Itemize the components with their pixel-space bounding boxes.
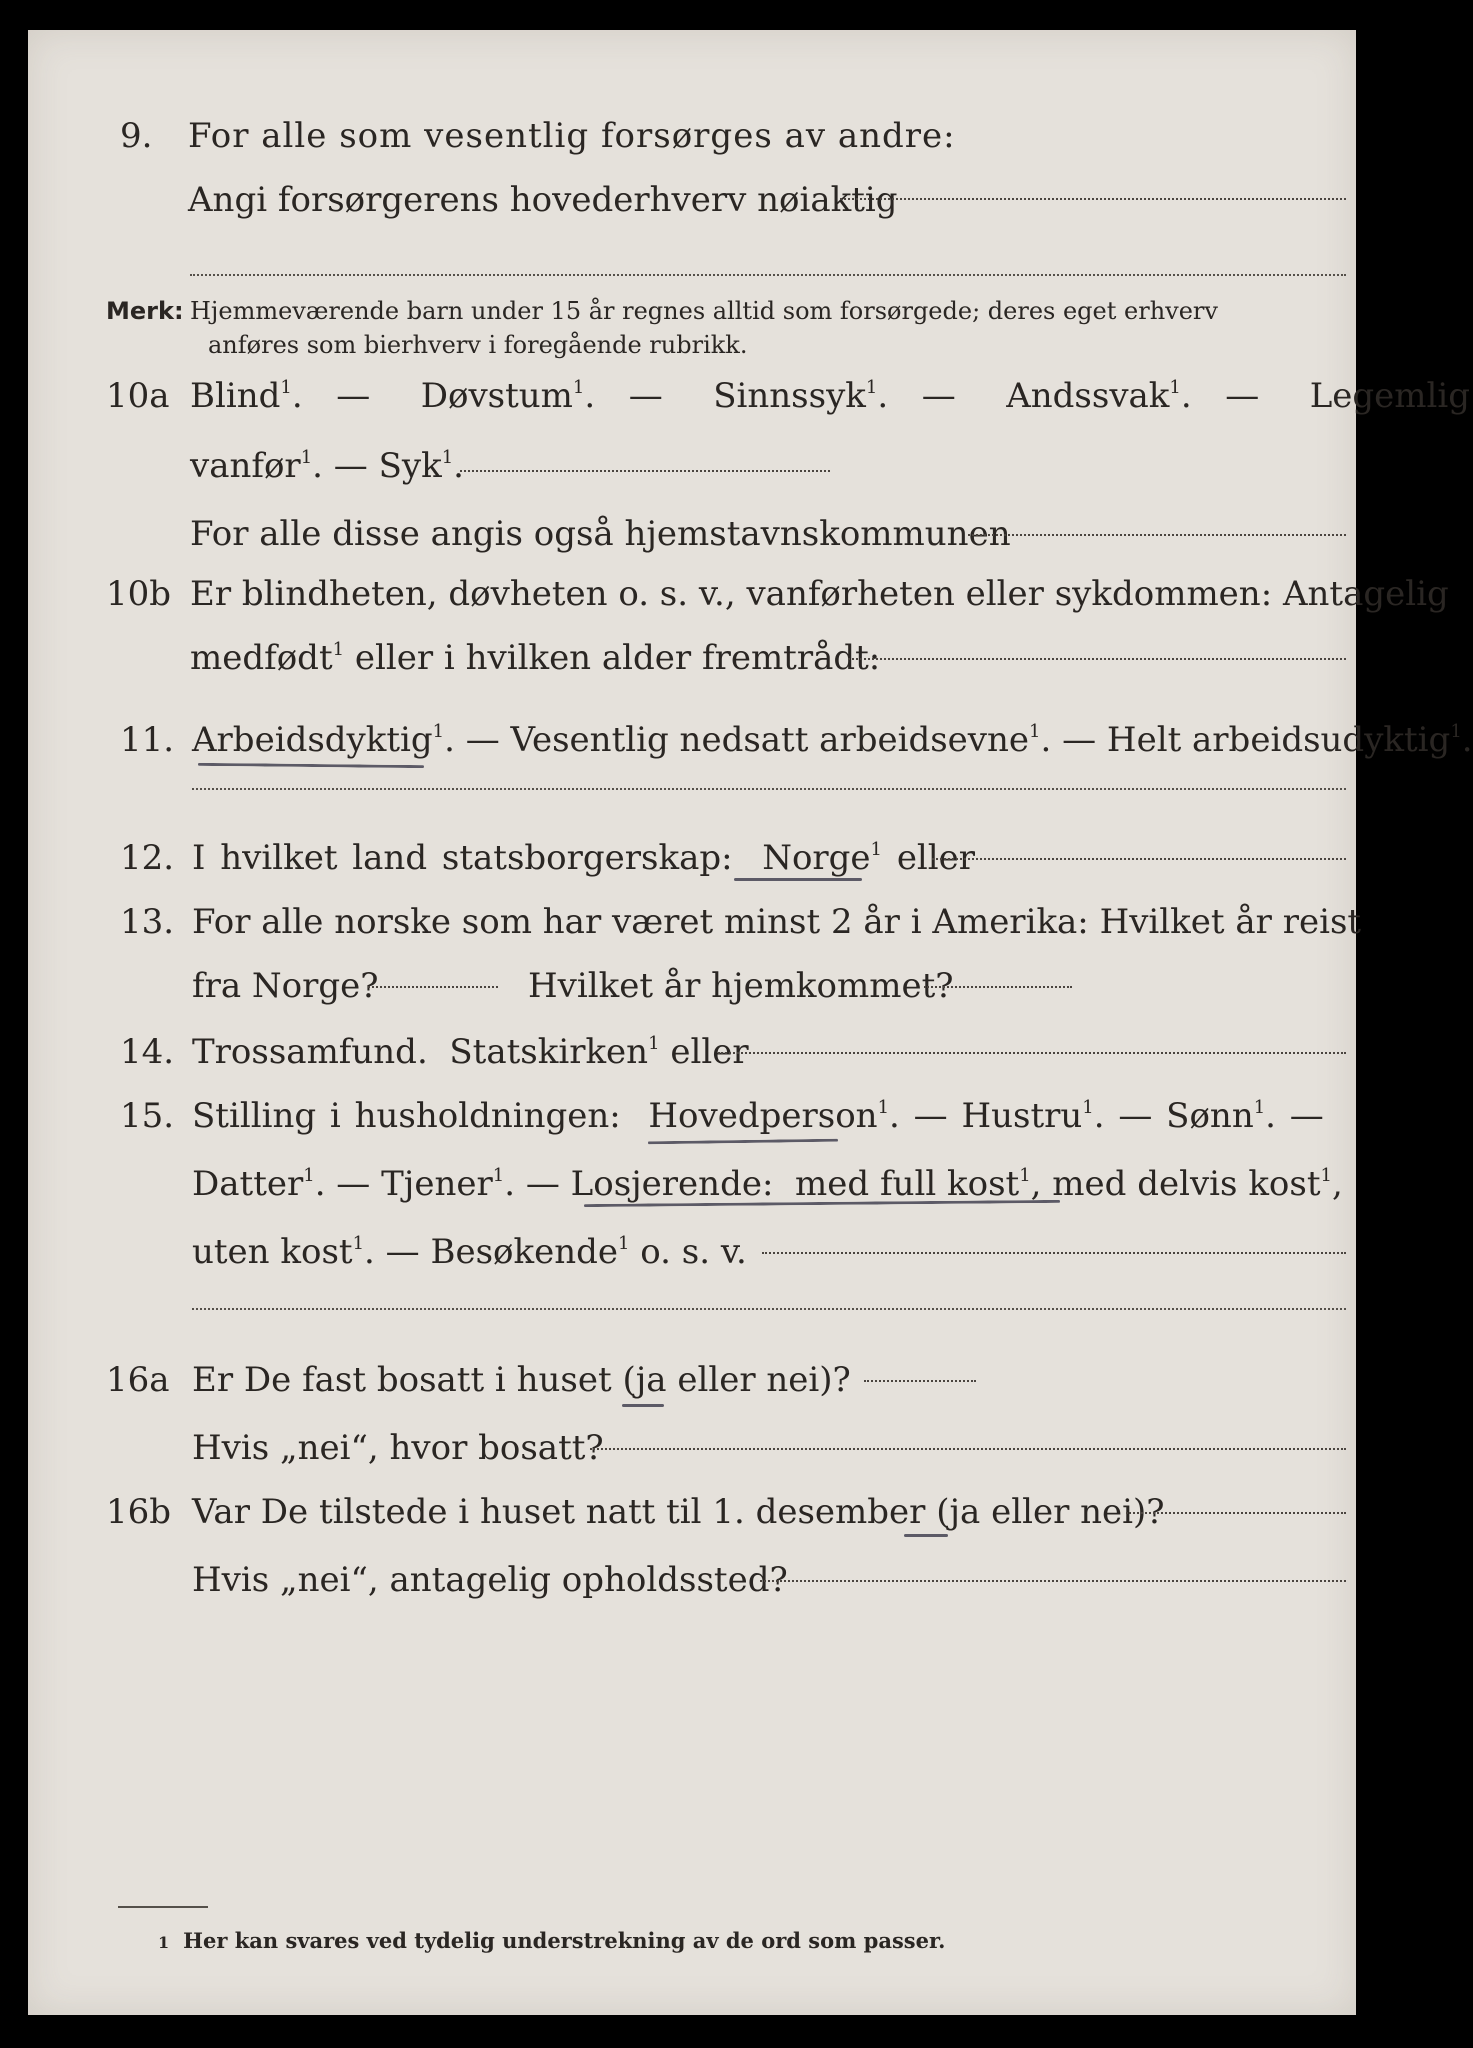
footnote-ref: 1 (492, 1165, 505, 1186)
footnote-ref: 1 (865, 377, 878, 398)
q16b-line1: Var De tilstede i huset natt til 1. desember (ja eller nei)? (192, 1492, 1165, 1532)
q15-line3: uten kost$^1$. — Besøkende$^1$ o. s. v. (192, 1232, 747, 1272)
q15-line1: Stilling i husholdningen: Hovedperson$^1$. — Hustru$^1$. — Sønn$^1$. — (192, 1096, 1324, 1136)
footnote-ref: 1 (280, 377, 292, 398)
footnote-ref: 1 (877, 1097, 890, 1118)
option-andssvak: Andssvak (1006, 376, 1170, 416)
q12-line (192, 838, 975, 878)
footnote-ref: 1 (1253, 1097, 1266, 1118)
q11-line1: Arbeidsdyktig$^1$. — Vesentlig nedsatt arbeidsevne$^1$. — Helt arbeidsudyktig$^1$. (192, 720, 1473, 760)
footnote-ref: 1 (332, 639, 345, 660)
q15-answer-line (192, 1308, 1346, 1310)
q14-line (192, 1032, 749, 1072)
q10b-line2 (190, 638, 880, 678)
option-norge: Norge (762, 838, 871, 878)
q16b-line2: Hvis „nei“, antagelig opholdssted? (192, 1560, 788, 1600)
q12-number: 12. (120, 838, 175, 878)
footnote-ref: 1 (432, 721, 445, 742)
q10a-kommune-field (968, 534, 1346, 536)
footnote-ref: 1 (1320, 1165, 1332, 1186)
q12-eller: eller (896, 838, 976, 878)
handwritten-underline (198, 763, 424, 768)
footnote-ref: 1 (1082, 1097, 1094, 1118)
q9-line1: For alle som vesentlig forsørges av andre: (188, 116, 956, 156)
footnote-ref: 1 (648, 1033, 660, 1054)
q10a-line1: Blind$^1$. — Døvstum$^1$. — Sinnssyk$^1$. — Andssvak$^1$. — Legemlig (190, 376, 1471, 416)
handwritten-underline (904, 1534, 948, 1537)
q13-year-left-field (368, 986, 498, 988)
option-dovstum: Døvstum (420, 376, 573, 416)
footnote-ref: 1 (1029, 721, 1041, 742)
q10b-age-field (848, 658, 1346, 660)
q10a-line2: vanfør$^1$. — Syk$^1$. (190, 446, 464, 486)
q15-other-field (762, 1252, 1346, 1254)
q14-eller: eller (670, 1032, 749, 1072)
q9-answer-field (840, 198, 1346, 200)
q10a-syk-field (460, 470, 830, 472)
option-blind: Blind (190, 376, 281, 416)
q13-number: 13. (120, 902, 175, 942)
q14-trossamfund: Trossamfund. (192, 1032, 428, 1072)
q10a-number: 10a (106, 376, 170, 416)
q11-answer-line (192, 788, 1346, 790)
q13-line1: For alle norske som har været minst 2 år i Amerika: Hvilket år reist (192, 902, 1362, 942)
footnote-ref: 1 (1169, 377, 1181, 398)
footnote-ref: 1 (300, 447, 313, 468)
q13-fra-norge: fra Norge? (192, 966, 379, 1006)
footnote-ref: 1 (618, 1233, 630, 1254)
option-tjener: Tjener (381, 1164, 493, 1204)
q16b-answer-field (1126, 1512, 1346, 1514)
footnote-ref: 1 (1450, 721, 1462, 742)
option-arbeidsdyktig: Arbeidsdyktig (192, 720, 433, 760)
option-syk: Syk (378, 446, 442, 486)
option-vanfor: vanfør (190, 446, 301, 486)
q14-number: 14. (120, 1032, 175, 1072)
q16a-answer-field (864, 1380, 976, 1382)
merk-label: Merk: (106, 297, 184, 325)
q9-line2: Angi forsørgerens hovederhverv nøiaktig (188, 180, 898, 220)
option-med-full-kost: med full kost (795, 1164, 1020, 1204)
option-sonn: Sønn (1166, 1096, 1254, 1136)
q16a-line2: Hvis „nei“, hvor bosatt? (192, 1428, 604, 1468)
q15-number: 15. (120, 1096, 175, 1136)
q10b-line1: Er blindheten, døvheten o. s. v., vanførheten eller sykdommen: Antagelig (190, 574, 1449, 614)
q16a-residence-field (590, 1448, 1346, 1450)
footnote-ref: 1 (870, 839, 882, 860)
q9-answer-line (190, 274, 1346, 276)
q14-other-field (718, 1052, 1346, 1054)
q12-country-field (932, 858, 1346, 860)
option-besokende: Besøkende (430, 1232, 618, 1272)
footnote-text: Her kan svares ved tydelig understrekning av de ord som passer. (183, 1928, 946, 1953)
footnote-mark: 1 (158, 1933, 170, 1952)
footnote-ref: 1 (352, 1233, 365, 1254)
option-legemlig: Legemlig (1309, 376, 1471, 416)
option-losjerende: Losjerende: (570, 1164, 774, 1204)
option-statskirken: Statskirken (449, 1032, 649, 1072)
footnote-ref: 1 (441, 447, 454, 468)
merk-line2: anføres som bierhverv i foregående rubrikk. (208, 331, 748, 359)
option-uten-kost: uten kost (192, 1232, 353, 1272)
q16b-number: 16b (106, 1492, 172, 1532)
q16a-line1: Er De fast bosatt i huset (ja eller nei)? (192, 1360, 851, 1400)
footnote-ref: 1 (303, 1165, 315, 1186)
footnote-ref: 1 (572, 377, 585, 398)
footnote-ref: 1 (1019, 1165, 1031, 1186)
q13-year-returned-field (924, 986, 1072, 988)
q15-line2: Datter$^1$. — Tjener$^1$. — Losjerende: med full kost$^1$, med delvis kost$^1$, (192, 1164, 1343, 1204)
merk-line1: Hjemmeværende barn under 15 år regnes alltid som forsørgede; deres eget erhverv (190, 297, 1218, 325)
option-datter: Datter (192, 1164, 304, 1204)
q12-question: I hvilket land statsborgerskap: (192, 838, 733, 878)
q16b-whereabouts-field (760, 1580, 1346, 1582)
option-helt-arbeidsudyktig: Helt arbeidsudyktig (1106, 720, 1451, 760)
option-med-delvis-kost: med delvis kost (1052, 1164, 1321, 1204)
option-vesentlig-nedsatt: Vesentlig nedsatt arbeidsevne (510, 720, 1030, 760)
option-sinnssyk: Sinnssyk (713, 376, 866, 416)
q10a-line3: For alle disse angis også hjemstavnskommunen (190, 514, 1011, 554)
q9-number: 9. (120, 116, 153, 156)
option-medfodt: medfødt (190, 638, 333, 678)
option-hustru: Hustru (961, 1096, 1083, 1136)
option-hovedperson: Hovedperson (648, 1096, 878, 1136)
q11-number: 11. (120, 720, 175, 760)
census-form-page (28, 30, 1473, 2015)
q13-hjemkommet: Hvilket år hjemkommet? (528, 966, 954, 1006)
q16a-number: 16a (106, 1360, 170, 1400)
q10b-number: 10b (106, 574, 172, 614)
footnote-rule (118, 1906, 208, 1908)
q10b-line2-rest: eller i hvilken alder fremtrådt: (354, 638, 881, 678)
q15-stilling: Stilling i husholdningen: (192, 1096, 621, 1136)
handwritten-underline (622, 1404, 664, 1407)
handwritten-underline (648, 1139, 838, 1145)
q15-osv: o. s. v. (640, 1232, 747, 1272)
merk-row (106, 296, 184, 326)
handwritten-underline (734, 878, 862, 881)
footnote (158, 1928, 945, 1956)
